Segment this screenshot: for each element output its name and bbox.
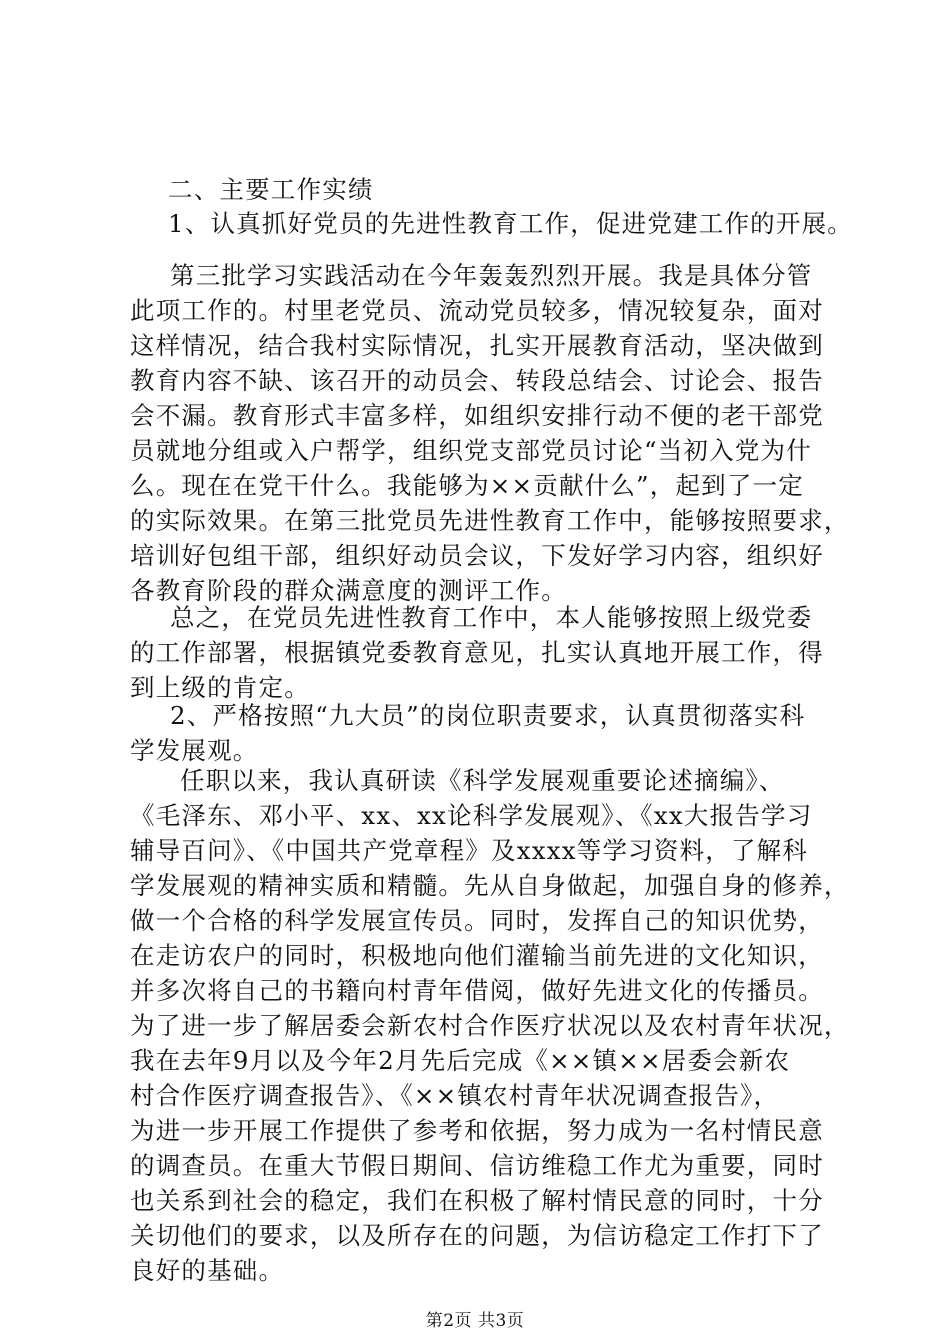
para1-line: 第三批学习实践活动在今年轰轰烈烈开展。我是具体分管	[170, 261, 813, 290]
para3-line: 村合作医疗调查报告》、《××镇农村青年状况调查报告》，	[130, 1081, 780, 1110]
para2-line: 总之，在党员先进性教育工作中，本人能够按照上级党委	[170, 603, 813, 632]
para1-line: 么。现在在党干什么。我能够为××贡献什么”，起到了一定	[130, 471, 804, 500]
item1-heading: 1、认真抓好党员的先进性教育工作，促进党建工作的开展。	[168, 209, 853, 238]
para3-line: 也关系到社会的稳定，我们在积极了解村情民意的同时，十分	[130, 1186, 824, 1215]
para3-line: 为进一步开展工作提供了参考和依据，努力成为一名村情民意	[130, 1116, 824, 1145]
item2-heading: 2、严格按照“九大员”的岗位职责要求，认真贯彻落实科	[170, 701, 806, 730]
para3-line: 在走访农户的同时，积极地向他们灌输当前先进的文化知识，	[130, 941, 824, 970]
para2-line: 到上级的肯定。	[130, 673, 310, 702]
para3-line: 为了进一步了解居委会新农村合作医疗状况以及农村青年状况，	[130, 1011, 850, 1040]
para1-line: 各教育阶段的群众满意度的测评工作。	[130, 576, 567, 605]
para1-line: 此项工作的。村里老党员、流动党员较多，情况较复杂，面对	[130, 296, 824, 325]
para1-line: 这样情况，结合我村实际情况，扎实开展教育活动，坚决做到	[130, 331, 824, 360]
para3-line: 学发展观的精神实质和精髓。先从自身做起，加强自身的修养，	[130, 871, 850, 900]
para1-line: 培训好包组干部，组织好动员会议，下发好学习内容，组织好	[130, 541, 824, 570]
para1-line: 教育内容不缺、该召开的动员会、转段总结会、讨论会、报告	[130, 366, 824, 395]
para3-line: 《毛泽东、邓小平、xx、xx论科学发展观》、《xx大报告学习	[130, 801, 813, 830]
page-footer: 第2页 共3页	[425, 1311, 525, 1331]
para3-line: 任职以来，我认真研读《科学发展观重要论述摘编》、	[180, 766, 785, 795]
para2-line: 的工作部署，根据镇党委教育意见，扎实认真地开展工作，得	[130, 638, 824, 667]
para3-line: 良好的基础。	[130, 1256, 285, 1285]
section-heading: 二、主要工作实绩	[168, 175, 374, 204]
para3-line: 关切他们的要求，以及所存在的问题，为信访稳定工作打下了	[130, 1221, 824, 1250]
para1-line: 会不漏。教育形式丰富多样，如组织安排行动不便的老干部党	[130, 401, 824, 430]
para1-line: 的实际效果。在第三批党员先进性教育工作中，能够按照要求，	[130, 506, 850, 535]
para3-line: 并多次将自己的书籍向村青年借阅，做好先进文化的传播员。	[130, 976, 824, 1005]
para3-line: 辅导百问》、《中国共产党章程》及xxxx等学习资料，了解科	[130, 836, 809, 865]
para3-line: 我在去年9月以及今年2月先后完成《××镇××居委会新农	[130, 1046, 791, 1075]
para1-line: 员就地分组或入户帮学，组织党支部党员讨论“当初入党为什	[130, 436, 812, 465]
item2-heading: 学发展观。	[130, 736, 259, 765]
para3-line: 的调查员。在重大节假日期间、信访维稳工作尤为重要，同时	[130, 1151, 824, 1180]
para3-line: 做一个合格的科学发展宣传员。同时，发挥自己的知识优势，	[130, 906, 824, 935]
